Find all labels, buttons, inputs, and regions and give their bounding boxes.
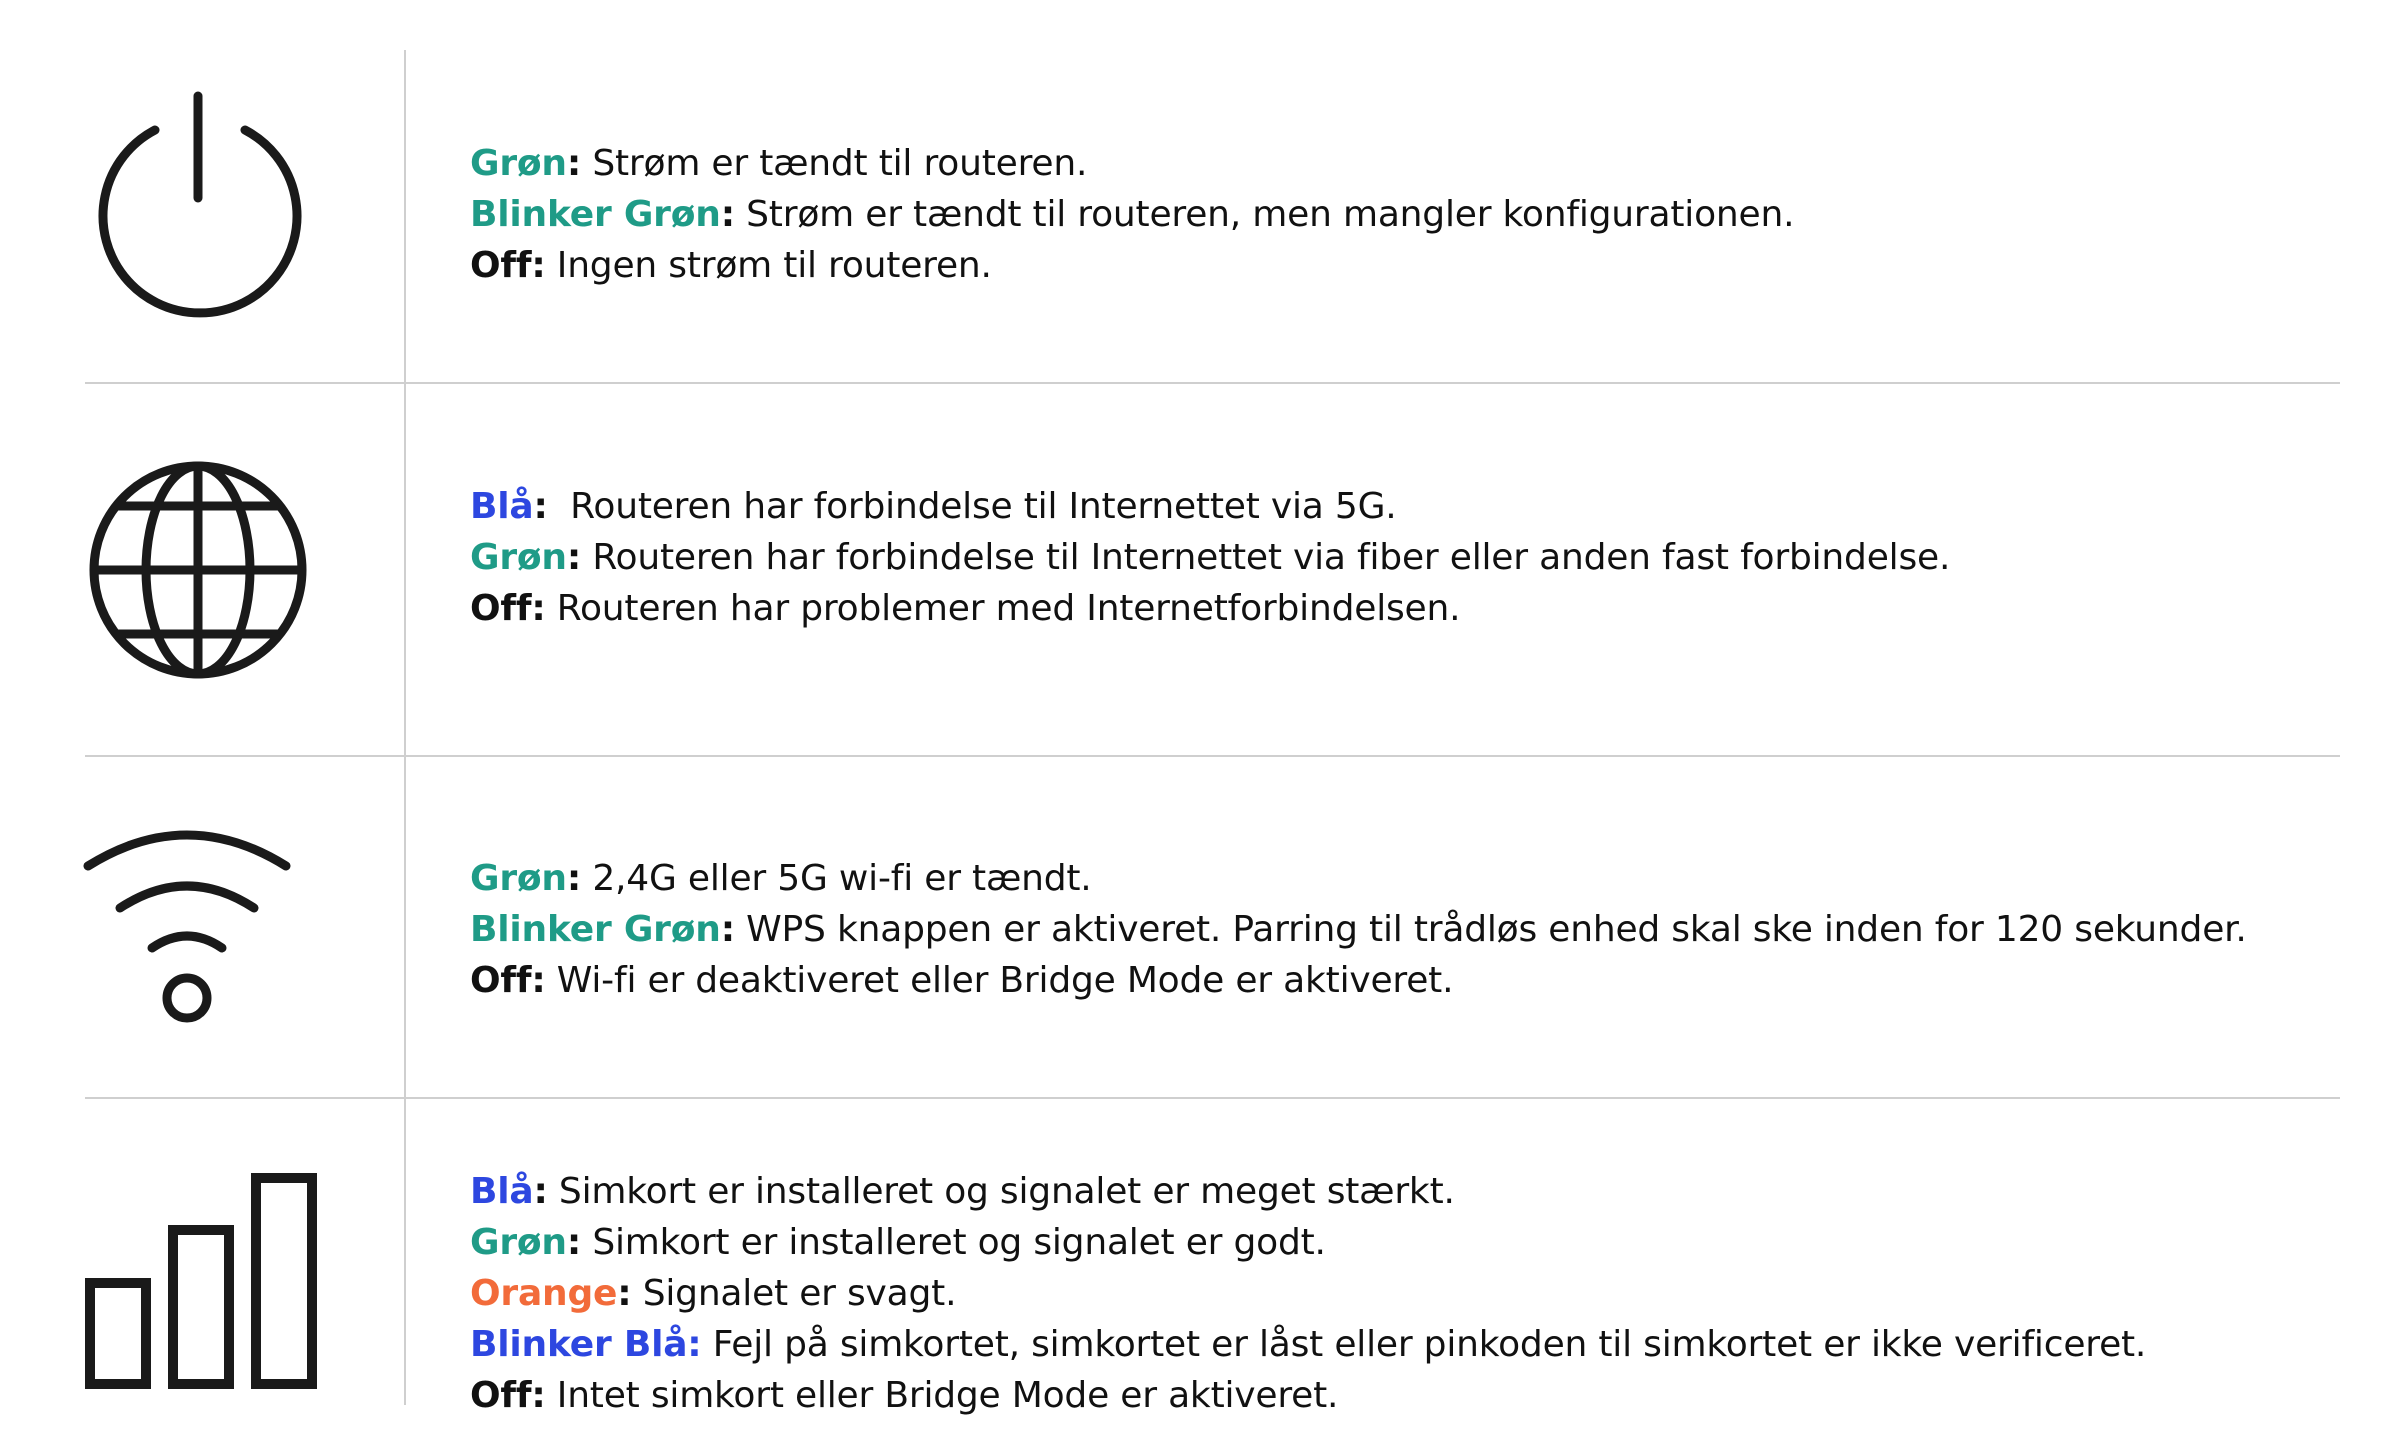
signal-bars-icon: [84, 1170, 324, 1390]
legend-line: [470, 532, 1950, 583]
state-label: Blå: [470, 1171, 534, 1212]
legend-line: [470, 240, 1794, 291]
legend-line: [470, 1166, 2146, 1217]
state-label: Grøn: [470, 143, 567, 184]
power-icon: [95, 90, 305, 330]
row-divider: [85, 382, 2340, 384]
state-separator: :: [566, 143, 582, 184]
state-separator: :: [533, 486, 548, 527]
legend-line: [470, 189, 1794, 240]
globe-icon: [88, 458, 308, 682]
state-description: Simkort er installeret og signalet er meget stærkt.: [547, 1171, 1455, 1212]
state-label: Blinker Grøn: [470, 194, 721, 235]
state-description: Fejl på simkortet, simkortet er låst eller pinkoden til simkortet er ikke verificeret.: [701, 1324, 2147, 1365]
legend-line: [470, 853, 2247, 904]
state-separator: :: [566, 858, 582, 899]
state-label: Grøn: [470, 858, 567, 899]
row-divider: [85, 1097, 2340, 1099]
state-label: Off:: [470, 245, 546, 286]
state-separator: :: [720, 194, 735, 235]
state-label: Blå: [470, 486, 534, 527]
state-label: Grøn: [470, 1222, 567, 1263]
state-description: Routeren har problemer med Internetforbindelsen.: [545, 588, 1461, 629]
state-description: Routeren har forbindelse til Internettet via fiber eller anden fast forbindelse.: [581, 537, 1951, 578]
state-description: Wi-fi er deaktiveret eller Bridge Mode er aktiveret.: [545, 960, 1454, 1001]
state-separator: :: [566, 1222, 582, 1263]
state-label: Orange: [470, 1273, 618, 1314]
legend-line: [470, 1217, 2146, 1268]
wifi-icon: [82, 826, 302, 1026]
state-description: WPS knappen er aktiveret. Parring til trådløs enhed skal ske inden for 120 sekunder.: [734, 909, 2247, 950]
state-description: Intet simkort eller Bridge Mode er aktiveret.: [545, 1375, 1339, 1416]
wifi-legend: [470, 853, 2247, 1006]
state-description: Signalet er svagt.: [631, 1273, 957, 1314]
column-divider: [404, 50, 406, 1405]
state-description: 2,4G eller 5G wi-fi er tændt.: [581, 858, 1092, 899]
signal-legend: [470, 1166, 2146, 1421]
legend-line: [470, 1319, 2146, 1370]
row-divider: [85, 755, 2340, 757]
legend-line: [470, 481, 1950, 532]
state-description: Strøm er tændt til routeren.: [581, 143, 1088, 184]
state-label: Grøn: [470, 537, 567, 578]
state-label: Blinker Blå:: [470, 1324, 702, 1365]
legend-line: [470, 1370, 2146, 1421]
state-separator: :: [566, 537, 582, 578]
legend-line: [470, 955, 2247, 1006]
legend-line: [470, 1268, 2146, 1319]
state-label: Off:: [470, 1375, 546, 1416]
state-label: Off:: [470, 960, 546, 1001]
state-label: Off:: [470, 588, 546, 629]
power-legend: [470, 138, 1794, 291]
state-label: Blinker Grøn: [470, 909, 721, 950]
legend-line: [470, 138, 1794, 189]
globe-legend: [470, 481, 1950, 634]
legend-line: [470, 583, 1950, 634]
state-separator: :: [533, 1171, 548, 1212]
legend-line: [470, 904, 2247, 955]
state-description: Routeren har forbindelse til Internettet via 5G.: [547, 486, 1397, 527]
state-description: Strøm er tændt til routeren, men mangler konfigurationen.: [734, 194, 1795, 235]
state-separator: :: [720, 909, 735, 950]
state-description: Simkort er installeret og signalet er godt.: [581, 1222, 1326, 1263]
state-separator: :: [617, 1273, 632, 1314]
state-description: Ingen strøm til routeren.: [545, 245, 992, 286]
